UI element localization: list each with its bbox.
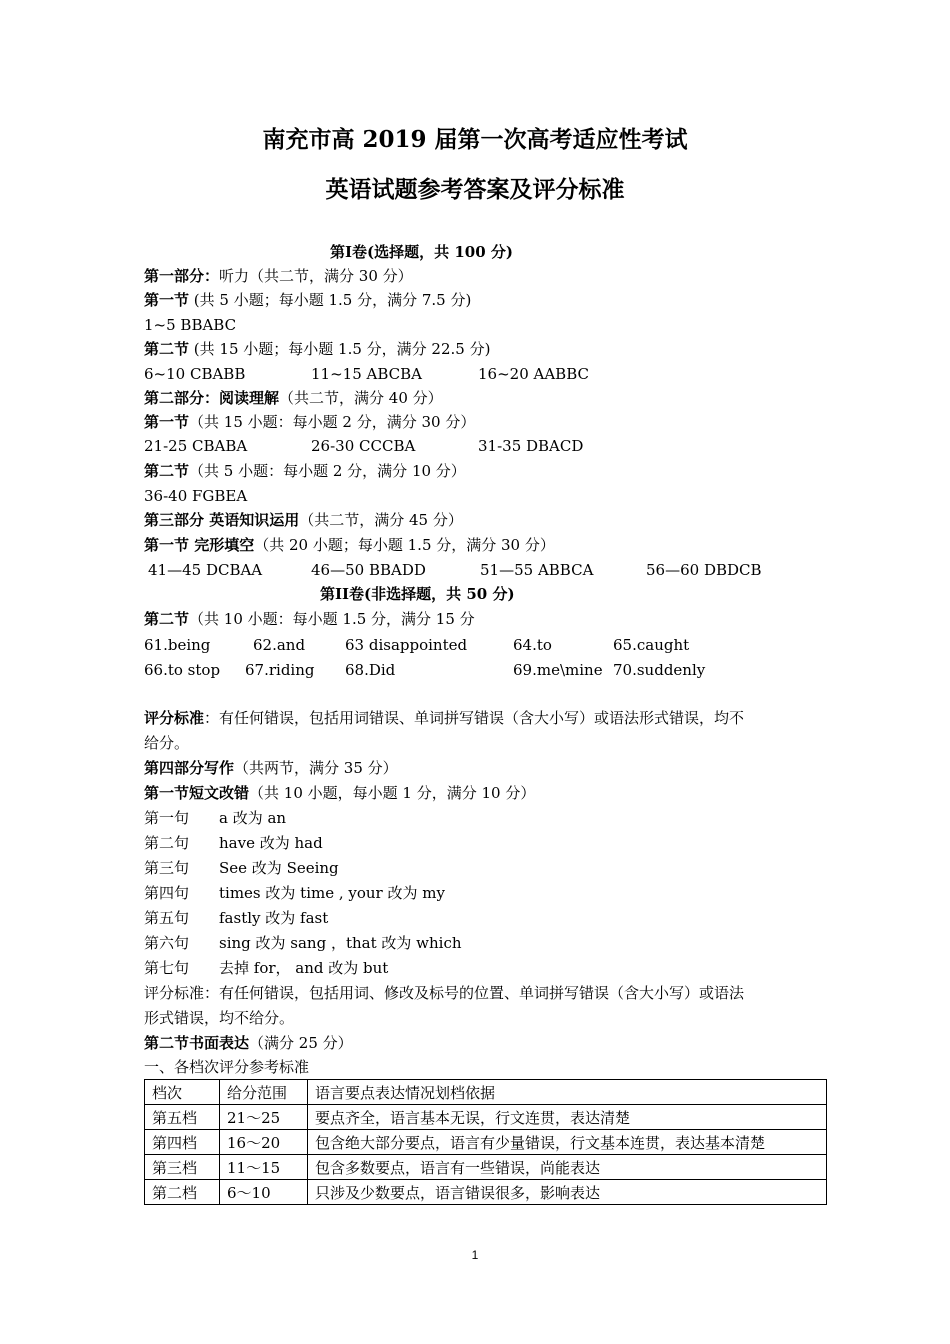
table-row	[145, 1180, 827, 1205]
correction-label: 第二句	[144, 834, 190, 852]
table-cell: 档次	[145, 1080, 220, 1105]
part-3-section-2-heading: 第二节（共 10 小题：每小题 1.5 分，满分 15 分	[144, 610, 475, 628]
table-cell: 第二档	[145, 1180, 220, 1205]
part-4-section-2-heading: 第二节书面表达（满分 25 分）	[144, 1034, 353, 1052]
part-1-heading: 第一部分：听力（共二节，满分 30 分）	[144, 267, 413, 285]
answers-11-15: 11~15 ABCBA	[311, 365, 422, 383]
answers-36-40: 36-40 FGBEA	[144, 487, 248, 505]
table-cell: 21～25	[220, 1105, 308, 1130]
table-cell: 第三档	[145, 1155, 220, 1180]
grade-table-intro: 一、各档次评分参考标准	[144, 1058, 310, 1076]
grammar-answer: 68.Did	[345, 661, 396, 679]
answers-16-20: 16~20 AABBC	[478, 365, 589, 383]
answers-31-35: 31-35 DBACD	[478, 437, 584, 455]
part-2-heading: 第二部分：阅读理解（共二节，满分 40 分）	[144, 389, 443, 407]
answers-56-60: 56—60 DBDCB	[646, 561, 762, 579]
volume-1-heading: 第I卷(选择题，共 100 分)	[330, 243, 513, 261]
correction-text: have 改为 had	[219, 834, 323, 852]
grammar-answer: 69.me\mine	[513, 661, 603, 679]
correction-label: 第七句	[144, 959, 190, 977]
answers-41-45: 41—45 DCBAA	[148, 561, 263, 579]
grammar-answer: 70.suddenly	[613, 661, 706, 679]
part-1-section-1-heading: 第一节 (共 5 小题；每小题 1.5 分，满分 7.5 分)	[144, 291, 472, 309]
answers-1-5: 1~5 BBABC	[144, 316, 237, 334]
correction-label: 第一句	[144, 809, 190, 827]
scoring-standard-2-cont: 形式错误，均不给分。	[144, 1009, 295, 1027]
correction-label: 第六句	[144, 934, 190, 952]
correction-text: a 改为 an	[219, 809, 287, 827]
correction-label: 第五句	[144, 909, 190, 927]
table-cell: 只涉及少数要点，语言错误很多，影响表达	[308, 1180, 827, 1205]
answers-51-55: 51—55 ABBCA	[480, 561, 594, 579]
table-cell: 给分范围	[220, 1080, 308, 1105]
document-title: 南充市高 2019 届第一次高考适应性考试	[262, 126, 688, 153]
answers-26-30: 26-30 CCCBA	[311, 437, 416, 455]
table-row	[145, 1080, 827, 1105]
document-subtitle: 英语试题参考答案及评分标准	[325, 176, 625, 203]
answers-21-25: 21-25 CBABA	[144, 437, 248, 455]
table-row	[145, 1130, 827, 1155]
scoring-standard-2: 评分标准：有任何错误，包括用词、修改及标号的位置、单词拼写错误（含大小写）或语法	[144, 984, 745, 1002]
table-cell: 语言要点表达情况划档依据	[308, 1080, 827, 1105]
correction-label: 第四句	[144, 884, 190, 902]
part-3-heading: 第三部分 英语知识运用（共二节，满分 45 分）	[144, 511, 463, 529]
part-4-heading: 第四部分写作（共两节，满分 35 分）	[144, 759, 398, 777]
part-1-section-2-heading: 第二节 (共 15 小题；每小题 1.5 分，满分 22.5 分)	[144, 340, 491, 358]
grading-table	[144, 1079, 827, 1205]
part-2-section-1-heading: 第一节（共 15 小题：每小题 2 分，满分 30 分）	[144, 413, 476, 431]
grammar-answer: 61.being	[144, 636, 211, 654]
scoring-standard-1: 评分标准：有任何错误，包括用词错误、单词拼写错误（含大小写）或语法形式错误，均不	[144, 709, 745, 727]
correction-label: 第三句	[144, 859, 190, 877]
correction-text: times 改为 time , your 改为 my	[219, 884, 445, 902]
correction-text: See 改为 Seeing	[219, 859, 339, 877]
scoring-standard-1-cont: 给分。	[144, 734, 190, 752]
volume-2-heading: 第II卷(非选择题，共 50 分)	[320, 585, 515, 603]
table-cell: 第五档	[145, 1105, 220, 1130]
table-cell: 6～10	[220, 1180, 308, 1205]
grammar-answer: 62.and	[253, 636, 306, 654]
part-2-section-2-heading: 第二节（共 5 小题：每小题 2 分，满分 10 分）	[144, 462, 466, 480]
table-cell: 第四档	[145, 1130, 220, 1155]
answers-46-50: 46—50 BBADD	[311, 561, 426, 579]
correction-text: fastly 改为 fast	[219, 909, 329, 927]
table-cell: 包含绝大部分要点，语言有少量错误，行文基本连贯，表达基本清楚	[308, 1130, 827, 1155]
grammar-answer: 64.to	[513, 636, 552, 654]
answers-6-10: 6~10 CBABB	[144, 365, 246, 383]
grammar-answer: 66.to stop	[144, 661, 221, 679]
table-cell: 要点齐全，语言基本无误，行文连贯，表达清楚	[308, 1105, 827, 1130]
correction-text: sing 改为 sang ，that 改为 which	[219, 934, 462, 952]
table-cell: 包含多数要点，语言有一些错误，尚能表达	[308, 1155, 827, 1180]
grammar-answer: 67.riding	[245, 661, 315, 679]
table-row	[145, 1155, 827, 1180]
page-number: 1	[471, 1248, 479, 1262]
grammar-answer: 65.caught	[613, 636, 690, 654]
part-4-section-1-heading: 第一节短文改错（共 10 小题，每小题 1 分，满分 10 分）	[144, 784, 536, 802]
table-cell: 11～15	[220, 1155, 308, 1180]
table-cell: 16～20	[220, 1130, 308, 1155]
correction-text: 去掉 for， and 改为 but	[219, 959, 389, 977]
table-row	[145, 1105, 827, 1130]
grammar-answer: 63 disappointed	[345, 636, 468, 654]
part-3-section-1-heading: 第一节 完形填空（共 20 小题；每小题 1.5 分，满分 30 分）	[144, 536, 555, 554]
